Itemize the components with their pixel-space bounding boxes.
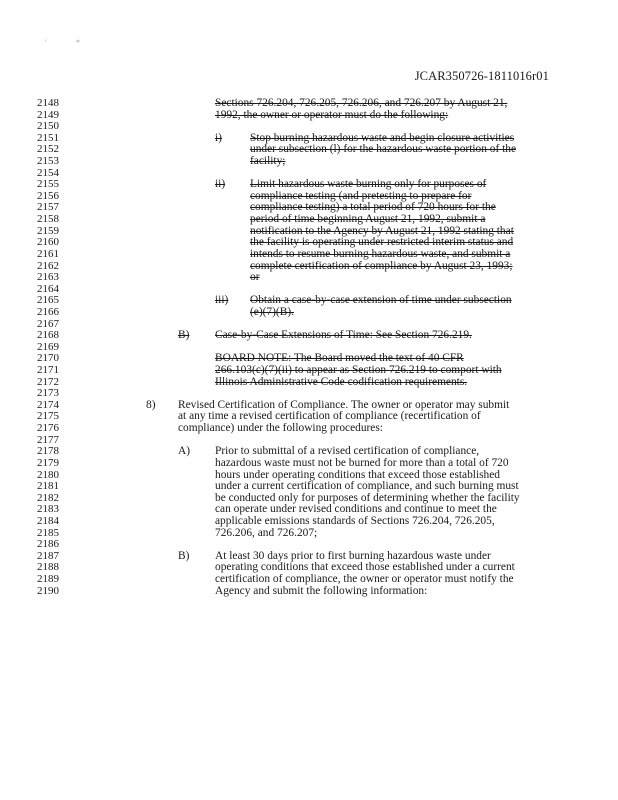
line-number: 2190 — [37, 584, 59, 597]
document-line — [0, 458, 618, 470]
struck-text: i) — [215, 131, 222, 144]
line-text: at any time a revised certification of compliance (recertification of — [178, 410, 481, 423]
struck-text: 266.103(c)(7)(ii) to appear as Section 726.219 to comport with — [215, 364, 502, 377]
line-text: hours under operating conditions that exceed those established — [215, 468, 501, 481]
line-number: 2183 — [37, 503, 59, 516]
line-text: Agency and submit the following information: — [215, 584, 428, 597]
scan-mark: ' — [45, 38, 47, 47]
struck-text: or — [250, 271, 260, 284]
document-line — [0, 574, 618, 586]
line-number: 2170 — [37, 352, 59, 365]
struck-text: Stop burning hazardous waste and begin closure activities — [250, 131, 515, 144]
line-number: 2169 — [37, 340, 59, 353]
line-text: under a current certification of compliance, and such burning must — [215, 480, 519, 493]
struck-text: period of time beginning August 21, 1992, submit a — [250, 213, 486, 226]
line-number: 2153 — [37, 155, 59, 168]
document-line — [0, 423, 618, 435]
line-number: 2160 — [37, 236, 59, 249]
struck-text: Sections 726.204, 726.205, 726.206, and 726.207 by August 21, — [215, 97, 508, 109]
line-number: 2176 — [37, 422, 59, 435]
struck-text: compliance testing (and pretesting to prepare for — [250, 189, 472, 202]
line-number: 2162 — [37, 259, 59, 272]
line-text: applicable emissions standards of Sections 726.204, 726.205, — [215, 514, 495, 527]
line-number: 2157 — [37, 201, 59, 214]
line-number: 2185 — [37, 526, 59, 539]
line-number: 2179 — [37, 456, 59, 469]
document-line — [0, 110, 618, 122]
line-text: operating conditions that exceed those established under a current — [215, 561, 515, 574]
struck-text: iii) — [215, 294, 229, 307]
line-text: 726.206, and 726.207; — [215, 526, 318, 539]
struck-text: 1992, the owner or operator must do the following: — [215, 108, 449, 121]
line-number: 2168 — [37, 329, 59, 342]
line-number: 2177 — [37, 433, 59, 446]
document-line — [0, 377, 618, 389]
line-number: 2155 — [37, 178, 59, 191]
document-line — [0, 307, 618, 319]
struck-text: notification to the Agency by August 21, 1992 stating that — [250, 224, 514, 237]
line-number: 2181 — [37, 480, 59, 493]
line-number: 2171 — [37, 364, 59, 377]
document-body — [0, 98, 618, 597]
document-line — [0, 156, 618, 168]
struck-text: (e)(7)(B). — [250, 305, 294, 318]
document-line — [0, 214, 618, 226]
document-line — [0, 272, 618, 284]
struck-text: complete certification of compliance by August 23, 1993; — [250, 259, 513, 272]
line-number: 2163 — [37, 271, 59, 284]
struck-text: facility; — [250, 155, 286, 168]
line-number: 2174 — [37, 398, 59, 411]
struck-text: under subsection (l) for the hazardous waste portion of the — [250, 143, 517, 156]
struck-text: compliance testing) a total period of 720 hours for the — [250, 201, 496, 214]
struck-text: ii) — [215, 178, 226, 191]
document-line — [0, 144, 618, 156]
line-number: 2173 — [37, 387, 59, 400]
line-text: B) — [178, 549, 190, 562]
document-line — [0, 295, 618, 307]
line-text: hazardous waste must not be burned for more than a total of 720 — [215, 456, 509, 469]
document-line — [0, 586, 618, 598]
struck-text: Illinois Administrative Code codification requirements. — [215, 375, 468, 388]
line-number: 2148 — [37, 97, 59, 109]
line-number: 2158 — [37, 213, 59, 226]
line-number: 2178 — [37, 445, 59, 458]
line-number: 2166 — [37, 305, 59, 318]
document-line — [0, 261, 618, 273]
document-line — [0, 528, 618, 540]
line-text: certification of compliance, the owner or operator must notify the — [215, 572, 514, 585]
struck-text: Case-by-Case Extensions of Time: See Section 726.219. — [215, 329, 472, 342]
line-number: 2167 — [37, 317, 59, 330]
document-id: JCAR350726-1811016r01 — [414, 69, 549, 83]
line-text: Prior to submittal of a revised certification of compliance, — [215, 445, 480, 458]
line-number: 2189 — [37, 572, 59, 585]
line-number: 2156 — [37, 189, 59, 202]
line-text: can operate under revised conditions and continue to meet the — [215, 503, 497, 516]
document-line — [0, 249, 618, 261]
line-number: 2149 — [37, 108, 59, 121]
line-text: At least 30 days prior to first burning hazardous waste under — [215, 549, 491, 562]
line-number: 2180 — [37, 468, 59, 481]
line-text: A) — [178, 445, 191, 458]
struck-text: Obtain a case-by-case extension of time under subsection — [250, 294, 512, 307]
document-line — [0, 365, 618, 377]
struck-text: intends to resume burning hazardous waste, and submit a — [250, 247, 511, 260]
line-number: 2159 — [37, 224, 59, 237]
line-text: 8) — [146, 398, 156, 411]
line-number: 2175 — [37, 410, 59, 423]
line-number: 2186 — [37, 538, 59, 551]
line-number: 2165 — [37, 294, 59, 307]
line-number: 2161 — [37, 247, 59, 260]
document-line — [0, 516, 618, 528]
document-line — [0, 481, 618, 493]
line-text: be conducted only for purposes of determining whether the facility — [215, 491, 520, 504]
line-number: 2184 — [37, 514, 59, 527]
line-number: 2152 — [37, 143, 59, 156]
scan-mark: * — [76, 38, 80, 47]
struck-text: the facility is operating under restricted interim status and — [250, 236, 514, 249]
struck-text: BOARD NOTE: The Board moved the text of 40 CFR — [215, 352, 464, 365]
line-number: 2187 — [37, 549, 59, 562]
line-number: 2164 — [37, 282, 59, 295]
struck-text: B) — [178, 329, 190, 342]
document-line — [0, 98, 618, 110]
line-number: 2188 — [37, 561, 59, 574]
line-number: 2172 — [37, 375, 59, 388]
line-number: 2151 — [37, 131, 59, 144]
struck-text: Limit hazardous waste burning only for purposes of — [250, 178, 487, 191]
line-text: Revised Certification of Compliance. The owner or operator may submit — [178, 398, 510, 411]
document-line — [0, 330, 618, 342]
line-text: compliance) under the following procedures: — [178, 422, 383, 435]
line-number: 2182 — [37, 491, 59, 504]
line-number: 2154 — [37, 166, 59, 179]
line-number: 2150 — [37, 120, 59, 133]
